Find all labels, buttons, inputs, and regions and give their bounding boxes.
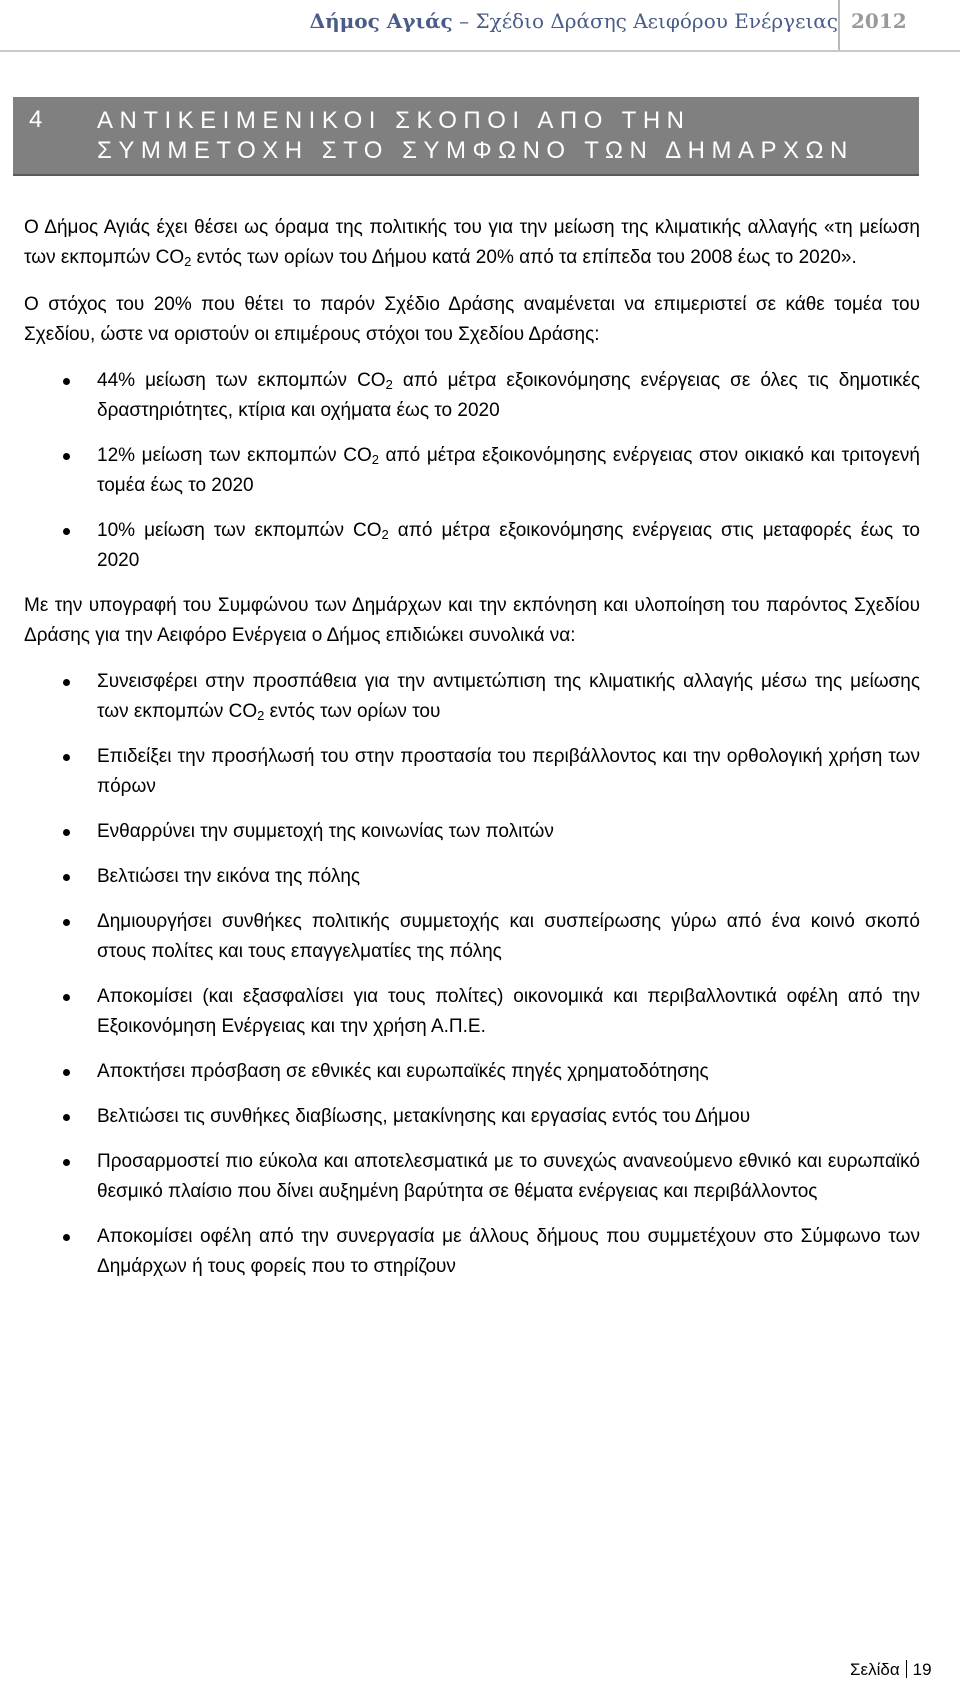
bullet-icon xyxy=(63,679,70,686)
document-body xyxy=(24,213,920,1297)
bullet-icon xyxy=(63,1114,70,1121)
footer-divider xyxy=(906,1660,907,1678)
list-item xyxy=(24,441,920,501)
header-year: 2012 xyxy=(851,9,907,33)
bullet-icon xyxy=(63,874,70,881)
bullet-icon xyxy=(63,754,70,761)
header-divider xyxy=(838,0,840,50)
intro-text-a: Ο Δήμος Αγιάς έχει θέσει ως όραμα της πολιτικής του για την μείωση της κλιματικής αλλαγής «τη μείωση των εκπομπών CO xyxy=(24,217,920,268)
item-text: Βελτιώσει την εικόνα της πόλης xyxy=(97,866,361,887)
header-municipality: Δήμος Αγιάς xyxy=(309,9,453,33)
list-item xyxy=(24,817,920,847)
chapter-title: ΑΝΤΙΚΕΙΜΕΝΙΚΟΙ ΣΚΟΠΟΙ ΑΠΟ ΤΗΝ ΣΥΜΜΕΤΟΧΗ ΣΤΟ ΣΥΜΦΩΝΟ ΤΩΝ ΔΗΜΑΡΧΩΝ xyxy=(97,107,854,164)
bullet-icon xyxy=(63,994,70,1001)
chapter-number: 4 xyxy=(29,106,43,133)
bullet-icon xyxy=(63,829,70,836)
co2-subscript: 2 xyxy=(385,377,393,392)
item-text: Βελτιώσει τις συνθήκες διαβίωσης, μετακίνησης και εργασίας εντός του Δήμου xyxy=(97,1106,751,1127)
bullet-icon xyxy=(63,1234,70,1241)
bullet-icon xyxy=(63,1069,70,1076)
running-header: Δήμος Αγιάς – Σχέδιο Δράσης Αειφόρου Ενέργειας xyxy=(309,9,838,33)
list-item xyxy=(24,366,920,426)
item-text: 10% μείωση των εκπομπών CO xyxy=(97,520,382,541)
list-item xyxy=(24,862,920,892)
list-item xyxy=(24,1057,920,1087)
list-item xyxy=(24,667,920,727)
bullet-icon xyxy=(63,378,70,385)
chapter-heading xyxy=(13,97,919,176)
list-item xyxy=(24,982,920,1042)
bullet-icon xyxy=(63,528,70,535)
co2-subscript: 2 xyxy=(371,452,379,467)
item-text: Ενθαρρύνει την συμμετοχή της κοινωνίας των πολιτών xyxy=(97,821,554,842)
item-text: Προσαρμοστεί πιο εύκολα και αποτελεσματικά με το συνεχώς ανανεούμενο εθνικό και ευρωπαϊκό θεσμικό πλαίσιο που δίνει αυξημένη βαρύτητα σε θέματα ενέργειας και περιβάλλοντος xyxy=(97,1151,920,1202)
item-text: από μέτρα εξοικονόμησης ενέργειας στον οικιακό και τριτογενή τομέα έως το 2020 xyxy=(97,445,920,496)
item-text: Αποκτήσει πρόσβαση σε εθνικές και ευρωπαϊκές πηγές χρηματοδότησης xyxy=(97,1061,709,1082)
bullet-icon xyxy=(63,919,70,926)
item-text: 44% μείωση των εκπομπών CO xyxy=(97,370,386,391)
item-text: εντός των ορίων του xyxy=(264,701,441,722)
item-text: από μέτρα εξοικονόμησης ενέργειας σε όλες τις δημοτικές δραστηριότητες, κτίρια και οχήματα έως το 2020 xyxy=(97,370,920,421)
target-paragraph: Ο στόχος του 20% που θέτει το παρόν Σχέδιο Δράσης αναμένεται να επιμεριστεί σε κάθε τομέα του Σχεδίου, ώστε να οριστούν οι επιμέρους στόχοι του Σχεδίου Δράσης: xyxy=(24,294,920,345)
list-item xyxy=(24,1147,920,1207)
page-footer xyxy=(850,1660,932,1680)
item-text: Συνεισφέρει στην προσπάθεια για την αντιμετώπιση της κλιματικής αλλαγής μέσω της μείωσης των εκπομπών CO xyxy=(97,671,920,722)
list-item xyxy=(24,1102,920,1132)
list-item xyxy=(24,742,920,802)
bullet-icon xyxy=(63,453,70,460)
header-plan-title: Σχέδιο Δράσης Αειφόρου Ενέργειας xyxy=(475,9,838,33)
covenant-goals-list xyxy=(24,667,920,1282)
sector-targets-list xyxy=(24,366,920,576)
item-text: Αποκομίσει (και εξασφαλίσει για τους πολίτες) οικονομικά και περιβαλλοντικά οφέλη από την Εξοικονόμηση Ενέργειας και την χρήση Α.Π.Ε. xyxy=(97,986,920,1037)
page-header xyxy=(0,0,960,52)
item-text: από μέτρα εξοικονόμησης ενέργειας στις μεταφορές έως το 2020 xyxy=(97,520,920,571)
bullet-icon xyxy=(63,1159,70,1166)
covenant-paragraph: Με την υπογραφή του Συμφώνου των Δημάρχων και την εκπόνηση και υλοποίηση του παρόντος Σχεδίου Δράσης για την Αειφόρο Ενέργεια ο Δήμος επιδιώκει συνολικά να: xyxy=(24,595,920,646)
co2-subscript: 2 xyxy=(257,708,265,723)
co2-subscript: 2 xyxy=(381,527,389,542)
intro-paragraph xyxy=(24,213,920,273)
list-item xyxy=(24,1222,920,1282)
intro-text-b: εντός των ορίων του Δήμου κατά 20% από τα επίπεδα του 2008 έως το 2020». xyxy=(191,247,857,268)
co2-subscript: 2 xyxy=(184,254,192,269)
page-label: Σελίδα xyxy=(850,1660,900,1679)
item-text: Αποκομίσει οφέλη από την συνεργασία με άλλους δήμους που συμμετέχουν στο Σύμφωνο των Δημάρχων ή τους φορείς που το στηρίζουν xyxy=(97,1226,920,1277)
item-text: Δημιουργήσει συνθήκες πολιτικής συμμετοχής και συσπείρωσης γύρω από ένα κοινό σκοπό στους πολίτες και τους επαγγελματίες της πόλης xyxy=(97,911,920,962)
item-text: 12% μείωση των εκπομπών CO xyxy=(97,445,372,466)
list-item xyxy=(24,907,920,967)
page-number: 19 xyxy=(912,1660,932,1679)
header-rule xyxy=(0,50,960,52)
item-text: Επιδείξει την προσήλωσή του στην προστασία του περιβάλλοντος και την ορθολογική χρήση των πόρων xyxy=(97,746,920,797)
list-item xyxy=(24,516,920,576)
